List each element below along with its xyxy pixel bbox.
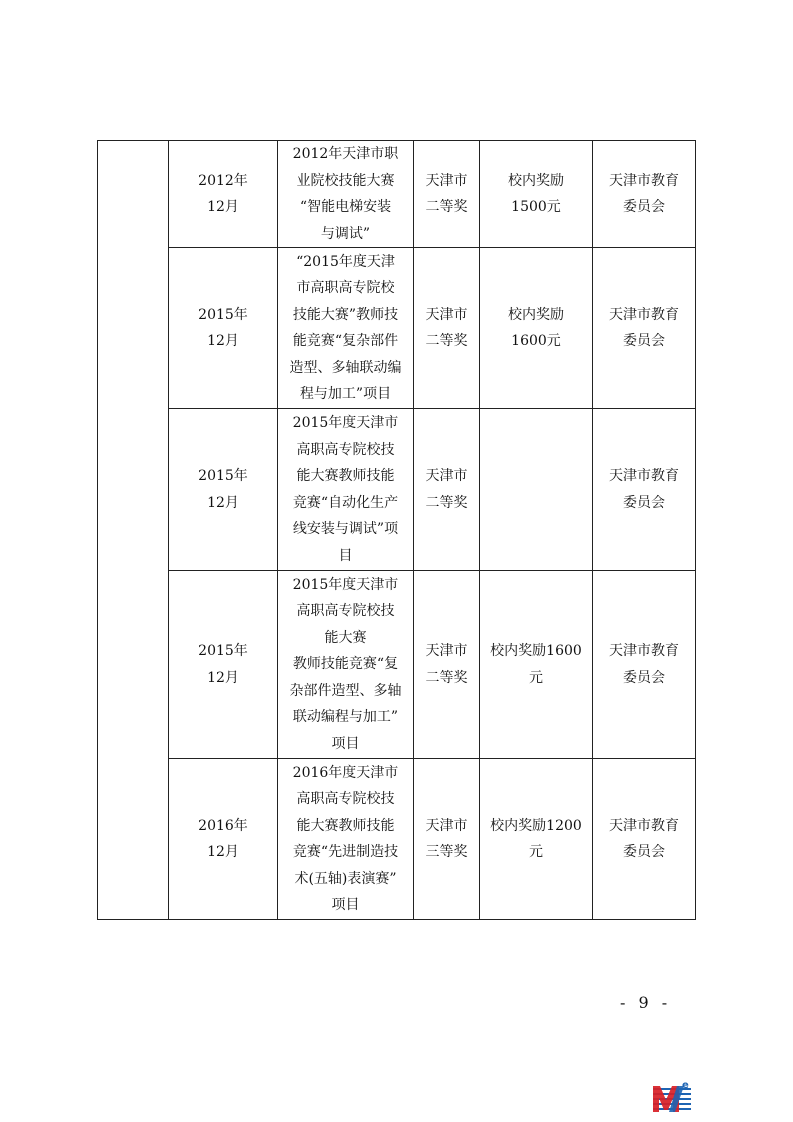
award-name: “2015年度天津 市高职高专院校 技能大赛”教师技 能竞赛“复杂部件 造型、多轴联动编 程与加工”项目 [278, 248, 414, 409]
table-row [98, 409, 696, 571]
awards-table [97, 140, 696, 920]
award-org: 天津市教育 委员会 [593, 141, 696, 248]
table-row [98, 571, 696, 759]
award-level: 天津市 二等奖 [414, 571, 480, 759]
award-date: 2016年 12月 [169, 759, 278, 920]
award-reward: 校内奖励 1500元 [480, 141, 593, 248]
award-name: 2016年度天津市 高职高专院校技 能大赛教师技能 竞赛“先进制造技 术(五轴)表演赛” 项目 [278, 759, 414, 920]
award-reward: 校内奖励 1600元 [480, 248, 593, 409]
award-level: 天津市 二等奖 [414, 141, 480, 248]
award-reward [480, 409, 593, 571]
award-date: 2015年 12月 [169, 409, 278, 571]
table-row [98, 141, 696, 248]
award-org: 天津市教育 委员会 [593, 248, 696, 409]
merged-category-cell [98, 141, 169, 920]
table-row [98, 248, 696, 409]
award-org: 天津市教育 委员会 [593, 571, 696, 759]
award-level: 天津市 三等奖 [414, 759, 480, 920]
award-name: 2015年度天津市 高职高专院校技 能大赛教师技能 竞赛“自动化生产 线安装与调试”项 目 [278, 409, 414, 571]
page-number: - 9 - [620, 993, 672, 1012]
award-reward: 校内奖励1600 元 [480, 571, 593, 759]
award-reward: 校内奖励1200 元 [480, 759, 593, 920]
award-name: 2012年天津市职 业院校技能大赛 “智能电梯安装 与调试” [278, 141, 414, 248]
award-name: 2015年度天津市 高职高专院校技 能大赛 教师技能竞赛“复 杂部件造型、多轴 联动编程与加工” 项目 [278, 571, 414, 759]
table-row [98, 759, 696, 920]
award-org: 天津市教育 委员会 [593, 759, 696, 920]
award-date: 2015年 12月 [169, 248, 278, 409]
award-org: 天津市教育 委员会 [593, 409, 696, 571]
award-date: 2012年 12月 [169, 141, 278, 248]
award-level: 天津市 二等奖 [414, 248, 480, 409]
svg-text:e: e [682, 1080, 689, 1091]
me-logo-icon [651, 1078, 693, 1114]
award-level: 天津市 二等奖 [414, 409, 480, 571]
award-date: 2015年 12月 [169, 571, 278, 759]
